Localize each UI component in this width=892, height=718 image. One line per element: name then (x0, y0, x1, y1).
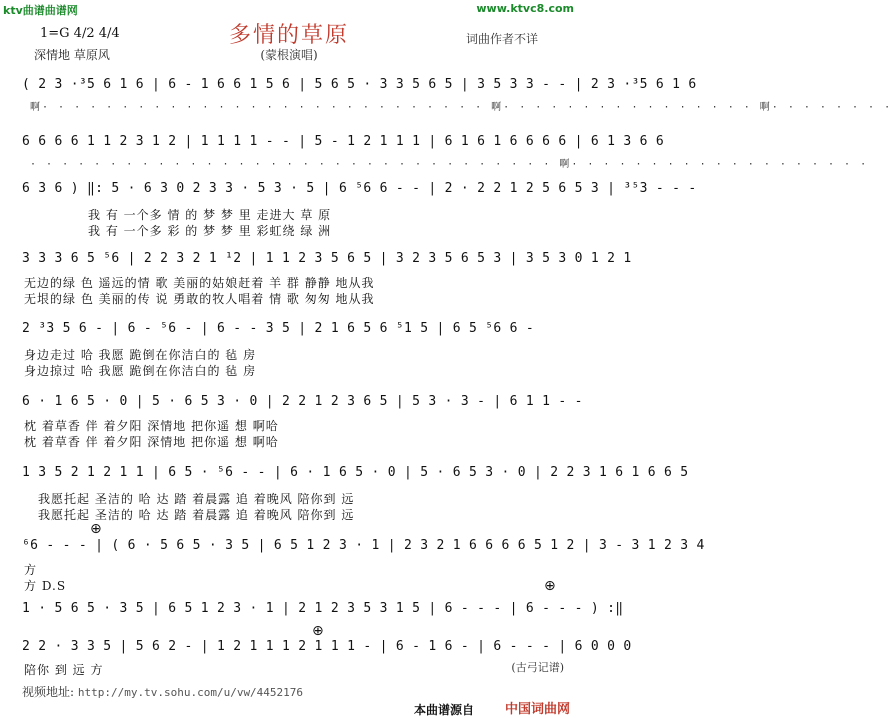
lyric-row-8-verse-1: 方 (24, 563, 38, 577)
lyric-row-4-verse-2: 无垠的绿 色 美丽的传 说 勇敢的牧人唱着 情 歌 匆匆 地从我 (24, 292, 375, 306)
lyric-row-4-verse-1: 无边的绿 色 遥远的情 歌 美丽的姑娘赶着 羊 群 静静 地从我 (24, 276, 375, 290)
lyric-row-5-verse-1: 身边走过 哈 我愿 跪倒在你洁白的 毡 房 (24, 348, 257, 362)
lyric-row-3-verse-2: 我 有 一个多 彩 的 梦 梦 里 彩虹绕 绿 洲 (88, 224, 332, 238)
notation-row-5: 2 ³3 5 6 - | 6 - ⁵6 - | 6 - - 3 5 | 2 1 6 5 6 ⁵1 5 | 6 5 ⁵6 6 - (22, 321, 534, 336)
lyric-row-8-verse-2: 方 D.S (24, 579, 67, 593)
notation-row-3: 6 3 6 ) ‖: 5 · 6 3 0 2 3 3 · 5 3 · 5 | 6 ⁵6 6 - - | 2 · 2 2 1 2 5 6 5 3 | ³⁵3 - - - (22, 181, 697, 196)
coda-mark-3: ⊕ (544, 578, 556, 594)
notation-row-10: 2 2 · 3 3 5 | 5 6 2 - | 1 2 1 1 1 2 1 1 1 - | 6 - 1 6 - | 6 - - - | 6 0 0 0 (22, 639, 632, 654)
lyric-row-2: · · · · · · · · · · · · · · · · · · · · · · · · · · · · · · · · · 啊· · · · · · · · · · · · · · · · · · · (30, 159, 869, 170)
notation-row-7: 1 3 5 2 1 2 1 1 | 6 5 · ⁵6 - - | 6 · 1 6 5 · 0 | 5 · 6 5 3 · 0 | 2 2 3 1 6 1 6 6 5 (22, 465, 689, 480)
site-watermark-right: www.ktvc8.com (476, 2, 574, 15)
lyric-row-10: 陪你 到 远 方 (24, 663, 104, 677)
tempo-style-note: 深情地 草原风 (34, 48, 110, 62)
notation-row-6: 6 · 1 6 5 · 0 | 5 · 6 5 3 · 0 | 2 2 1 2 3 6 5 | 5 3 · 3 - | 6 1 1 - - (22, 394, 583, 409)
song-title: 多情的草原 (228, 23, 349, 48)
lyric-row-1: 啊· · · · · · · · · · · · · · · · · · · · · · · · · · · · 啊· · · · · · · · · · · · · · · · 啊· · · · · · · · (30, 102, 892, 113)
video-url-link[interactable]: http://my.tv.sohu.com/u/vw/4452176 (77, 686, 304, 699)
lyric-row-3-verse-1: 我 有 一个多 情 的 梦 梦 里 走进大 草 原 (88, 208, 332, 222)
coda-mark-1: ⊕ (90, 521, 102, 537)
notation-row-4: 3 3 3 6 5 ⁵6 | 2 2 3 2 1 ¹2 | 1 1 2 3 5 6 5 | 3 2 3 5 6 5 3 | 3 5 3 0 1 2 1 (22, 251, 632, 266)
notation-row-1: ( 2 3 ·³5 6 1 6 | 6 - 1 6 6 1 5 6 | 5 6 5 · 3 3 5 6 5 | 3 5 3 3 - - | 2 3 ·³5 6 1 6 (22, 77, 697, 92)
coda-mark-2: ⊕ (312, 623, 324, 639)
author-credit: 词曲作者不详 (465, 32, 538, 46)
notation-row-2: 6 6 6 6 1 1 2 3 1 2 | 1 1 1 1 - - | 5 - 1 2 1 1 1 | 6 1 6 1 6 6 6 6 | 6 1 3 6 6 (22, 134, 665, 149)
lyric-row-5-verse-2: 身边掠过 哈 我愿 跪倒在你洁白的 毡 房 (24, 364, 257, 378)
lyric-row-7-verse-2: 我愿托起 圣洁的 哈 达 踏 着晨露 追 着晚风 陪你到 远 (38, 508, 355, 522)
notation-row-8: ⁶6 - - - | ( 6 · 5 6 5 · 3 5 | 6 5 1 2 3 · 1 | 2 3 2 1 6 6 6 6 5 1 2 | 3 - 3 1 2 3 4 (22, 538, 705, 553)
key-signature: 1=G 4/2 4/4 (40, 26, 120, 41)
brand-logo-text: 中国词曲网 (504, 702, 570, 717)
video-label: 视频地址: (22, 685, 75, 699)
site-watermark-left: ktv曲谱曲谱网 (3, 4, 78, 17)
singer-credit: (蒙根演唱) (260, 48, 318, 62)
source-label: 本曲谱源自 (414, 703, 475, 717)
lyric-row-6-verse-1: 枕 着草香 伴 着夕阳 深情地 把你遥 想 啊哈 (24, 419, 279, 433)
lyric-row-6-verse-2: 枕 着草香 伴 着夕阳 深情地 把你遥 想 啊哈 (24, 435, 279, 449)
transcriber-credit: (古弓记谱) (511, 661, 564, 674)
video-link-row (22, 683, 303, 700)
notation-row-9: 1 · 5 6 5 · 3 5 | 6 5 1 2 3 · 1 | 2 1 2 3 5 3 1 5 | 6 - - - | 6 - - - ) :‖ (22, 601, 624, 616)
lyric-row-7-verse-1: 我愿托起 圣洁的 哈 达 踏 着晨露 追 着晚风 陪你到 远 (38, 492, 355, 506)
